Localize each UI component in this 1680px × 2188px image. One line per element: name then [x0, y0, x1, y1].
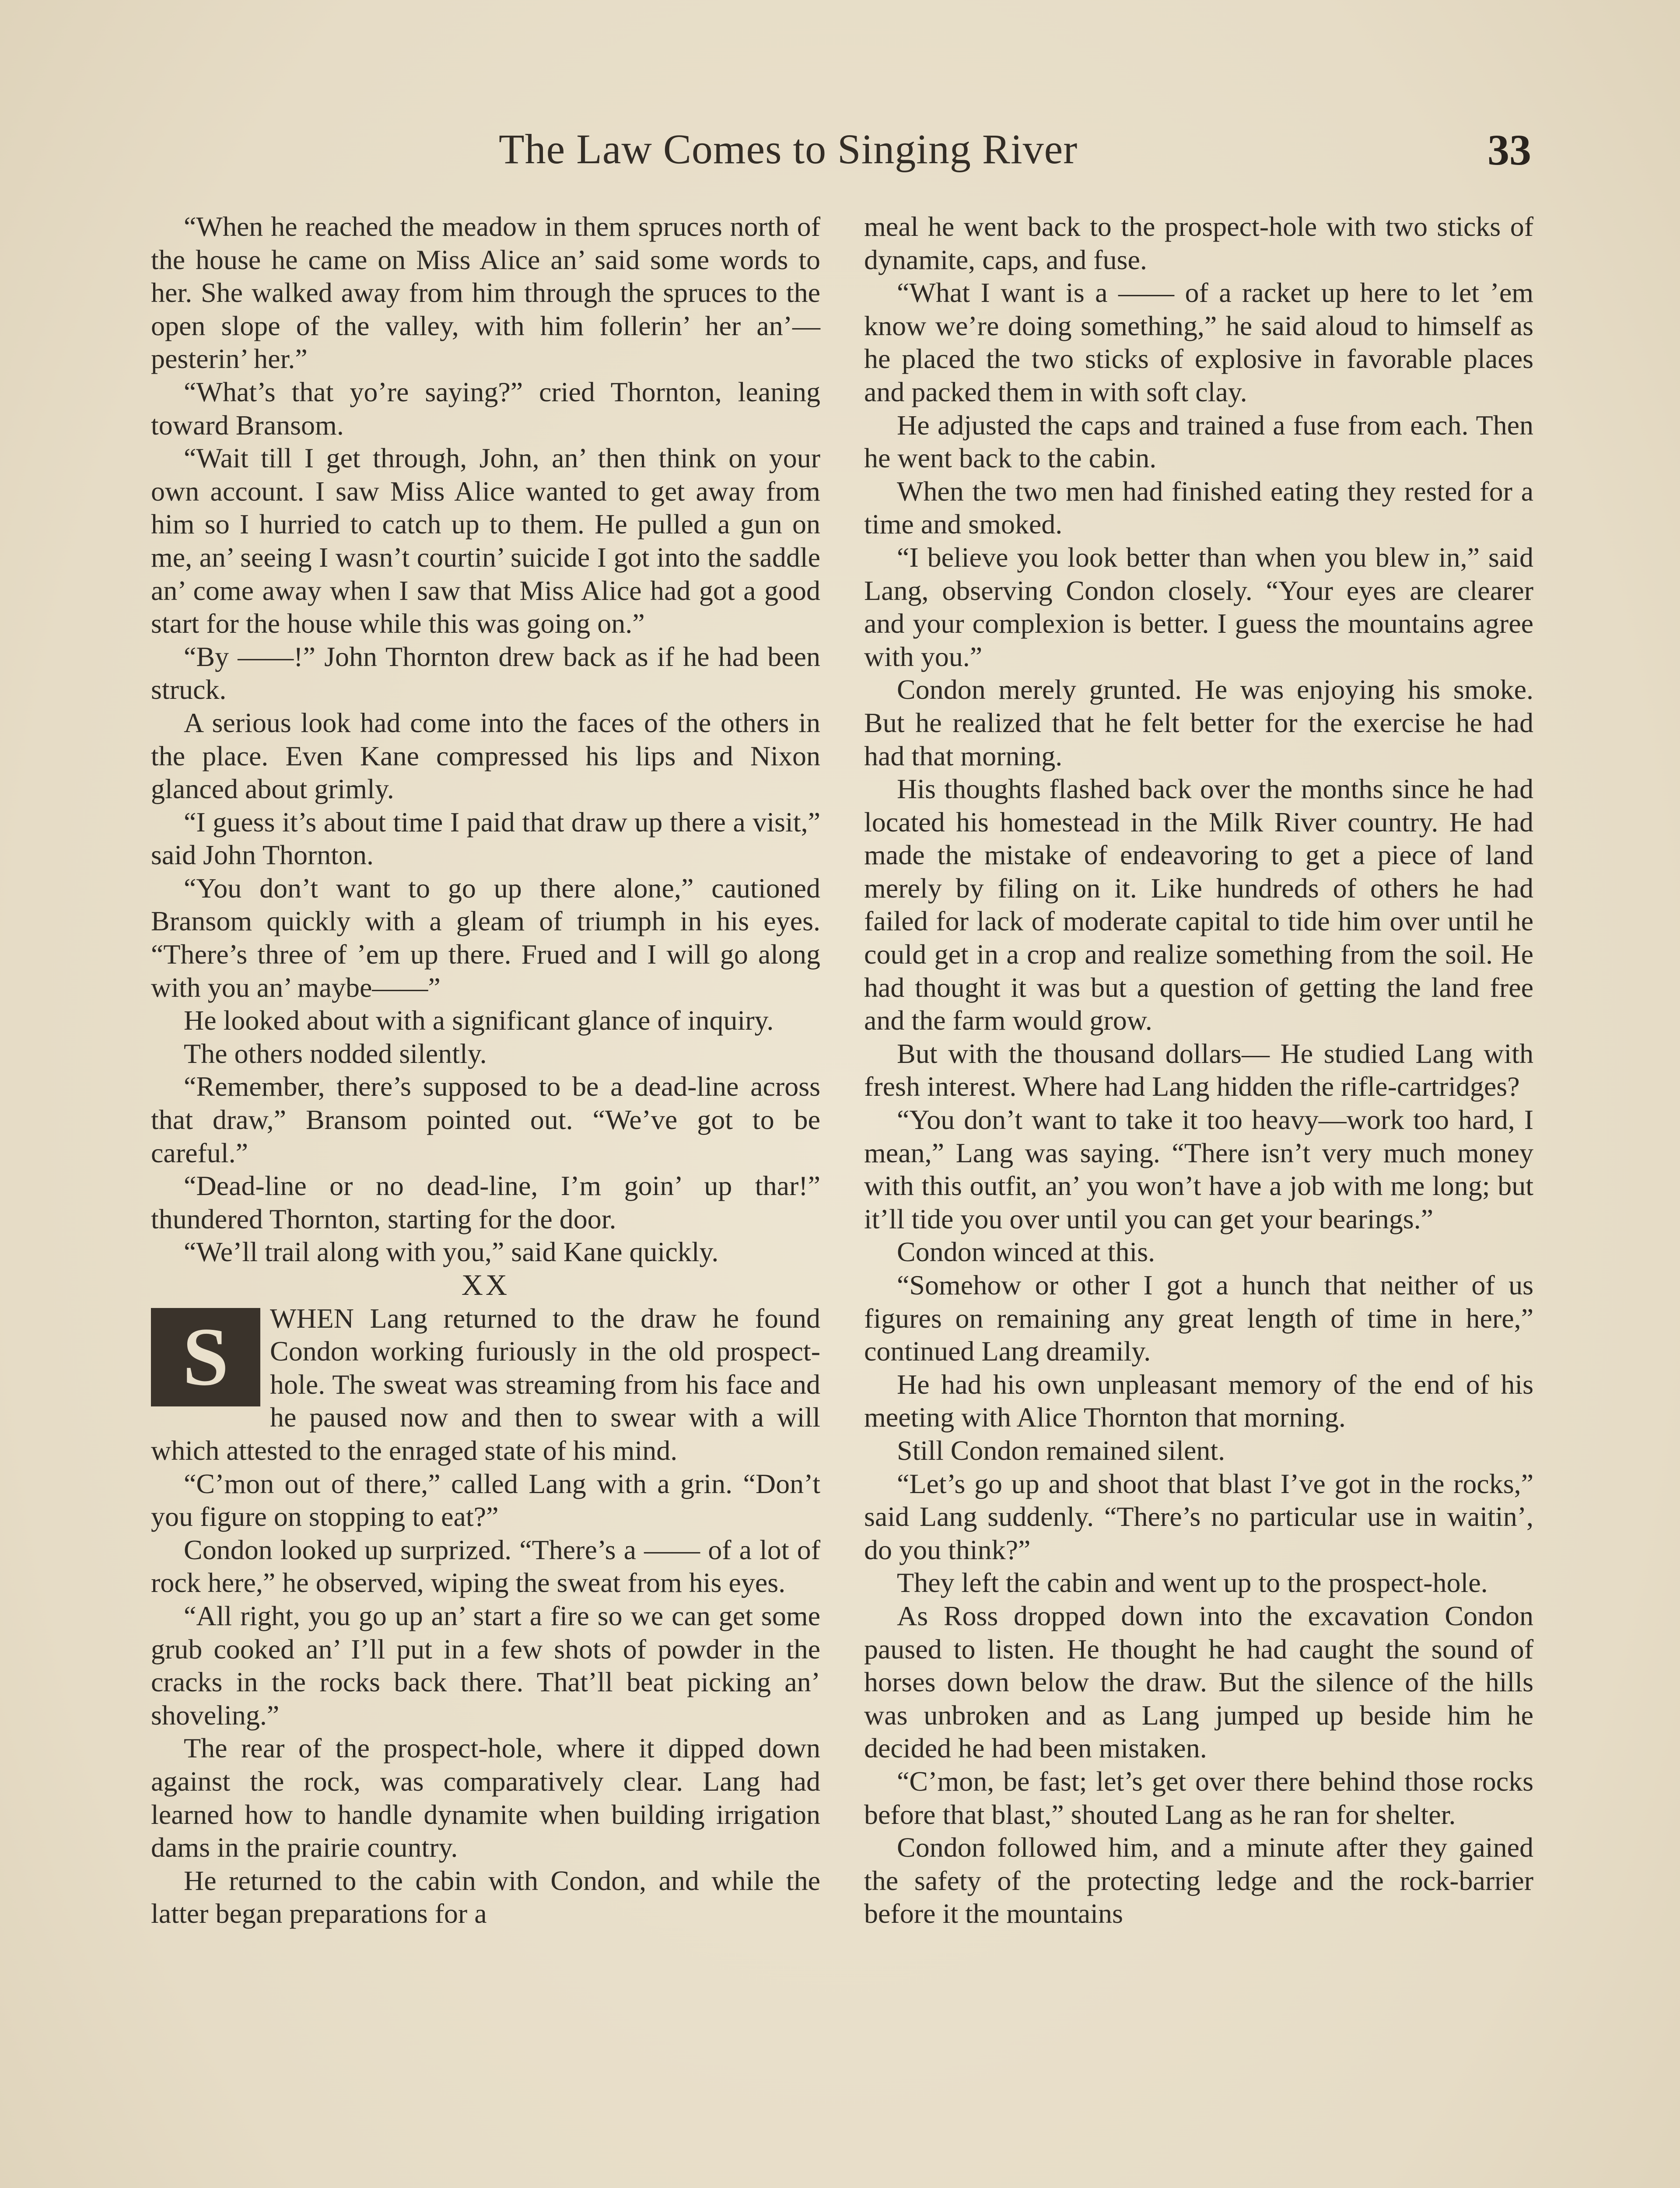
- paragraph: The rear of the prospect-hole, where it dipped down against the rock, was comparatively clear. Lang had learned how to handle dynamite when building irrigation dams in the prairie country.: [151, 1732, 820, 1863]
- paragraph: But with the thousand dollars— He studied Lang with fresh interest. Where had Lang hidden the rifle-cartridges?: [864, 1038, 1533, 1102]
- paragraph: “C’mon out of there,” called Lang with a grin. “Don’t you figure on stopping to eat?”: [151, 1468, 820, 1532]
- running-title: The Law Comes to Singing River: [499, 126, 1078, 172]
- paragraph: “C’mon, be fast; let’s get over there behind those rocks before that blast,” shouted Lang as he ran for shelter.: [864, 1765, 1533, 1830]
- paragraph: Condon winced at this.: [897, 1236, 1155, 1268]
- paragraph: His thoughts flashed back over the months since he had located his homestead in the Milk River country. He had made the mistake of endeavoring to get a piece of land merely by filing on it. Like hundreds of others he had failed for lack of moderate capital to tide him over until he could get in a crop and realize something from the soil. He had thought it was but a question of getting the land free and the farm would grow.: [864, 773, 1533, 1036]
- paragraph: Condon merely grunted. He was enjoying his smoke. But he realized that he felt better for the exercise he had had that morning.: [864, 674, 1533, 771]
- paragraph: “You don’t want to take it too heavy—work too hard, I mean,” Lang was saying. “There isn’t very much money with this outfit, an’ you won’t have a job with me long; but it’ll tide you over until you can get your bearings.”: [864, 1104, 1533, 1234]
- paragraph: Condon looked up surprized. “There’s a —— of a lot of rock here,” he observed, wiping the sweat from his eyes.: [151, 1534, 820, 1599]
- drop-cap-letter: S: [151, 1308, 260, 1406]
- paragraph: He returned to the cabin with Condon, and while the latter began preparations for a: [151, 1865, 820, 1929]
- paragraph: They left the cabin and went up to the prospect-hole.: [897, 1567, 1488, 1599]
- paragraph: “By ——!” John Thornton drew back as if he had been struck.: [151, 641, 820, 705]
- paragraph: Still Condon remained silent.: [897, 1434, 1225, 1466]
- left-column: [151, 210, 820, 1930]
- paragraph: Condon followed him, and a minute after they gained the safety of the protecting ledge and the rock-barrier before it the mountains: [864, 1832, 1533, 1929]
- paragraph: “Wait till I get through, John, an’ then think on your own account. I saw Miss Alice wanted to get away from him so I hurried to catch up to them. He pulled a gun on me, an’ seeing I wasn’t courtin’ suicide I got into the saddle an’ come away when I saw that Miss Alice had got a good start for the house while this was going on.”: [151, 442, 820, 639]
- paragraph: The others nodded silently.: [184, 1038, 487, 1069]
- paragraph: “When he reached the meadow in them spruces north of the house he came on Miss Alice an’ said some words to her. She walked away from him through the spruces to the open slope of the valley, with him follerin’ her an’—pesterin’ her.”: [151, 211, 820, 375]
- paragraph: “Let’s go up and shoot that blast I’ve got in the rocks,” said Lang suddenly. “There’s no particular use in waitin’, do you think?”: [864, 1468, 1533, 1565]
- dropcap-paragraph-text: WHEN Lang returned to the draw he found Condon working furiously in the old prospect-hole. The sweat was streaming from his face and he paused now and then to swear with a will which attested to the enraged state of his mind.: [151, 1302, 820, 1466]
- paragraph: “We’ll trail along with you,” said Kane quickly.: [184, 1236, 719, 1268]
- paragraph: A serious look had come into the faces of the others in the place. Even Kane compressed his lips and Nixon glanced about grimly.: [151, 707, 820, 805]
- paragraph: As Ross dropped down into the excavation Condon paused to listen. He thought he had caught the sound of horses down below the draw. But the silence of the hills was unbroken and as Lang jumped up beside him he decided he had been mistaken.: [864, 1600, 1533, 1764]
- paragraph: He had his own unpleasant memory of the end of his meeting with Alice Thornton that morning.: [864, 1368, 1533, 1433]
- dropcap-paragraph: [151, 1302, 820, 1467]
- paragraph: “I believe you look better than when you blew in,” said Lang, observing Condon closely. “Your eyes are clearer and your complexion is better. I guess the mountains agree with you.”: [864, 541, 1533, 672]
- running-head: [0, 125, 1680, 186]
- paragraph: “What’s that yo’re saying?” cried Thornton, leaning toward Bransom.: [151, 376, 820, 441]
- paragraph: “Somehow or other I got a hunch that neither of us figures on remaining any great length of time in here,” continued Lang dreamily.: [864, 1269, 1533, 1367]
- paragraph: “What I want is a —— of a racket up here to let ’em know we’re doing something,” he said aloud to himself as he placed the two sticks of explosive in favorable places and packed them in with soft clay.: [864, 277, 1533, 407]
- paragraph: “All right, you go up an’ start a fire so we can get some grub cooked an’ I’ll put in a few shots of powder in the cracks in the rocks back there. That’ll beat picking an’ shoveling.”: [151, 1600, 820, 1731]
- paragraph: He looked about with a significant glance of inquiry.: [184, 1005, 774, 1036]
- paragraph: “You don’t want to go up there alone,” cautioned Bransom quickly with a gleam of triumph in his eyes. “There’s three of ’em up there. Frued and I will go along with you an’ maybe——”: [151, 872, 820, 1003]
- paragraph: “I guess it’s about time I paid that draw up there a visit,” said John Thornton.: [151, 806, 820, 871]
- chapter-heading: XX: [461, 1268, 510, 1301]
- paragraph: He adjusted the caps and trained a fuse from each. Then he went back to the cabin.: [864, 409, 1533, 474]
- paragraph: When the two men had finished eating they rested for a time and smoked.: [864, 475, 1533, 540]
- right-column: [864, 210, 1533, 1930]
- page-number: 33: [1488, 126, 1531, 174]
- paragraph: “Dead-line or no dead-line, I’m goin’ up thar!” thundered Thornton, starting for the door.: [151, 1170, 820, 1234]
- continued-paragraph: meal he went back to the prospect-hole with two sticks of dynamite, caps, and fuse.: [864, 211, 1533, 275]
- paragraph: “Remember, there’s supposed to be a dead-line across that draw,” Bransom pointed out. “We’ve got to be careful.”: [151, 1071, 820, 1168]
